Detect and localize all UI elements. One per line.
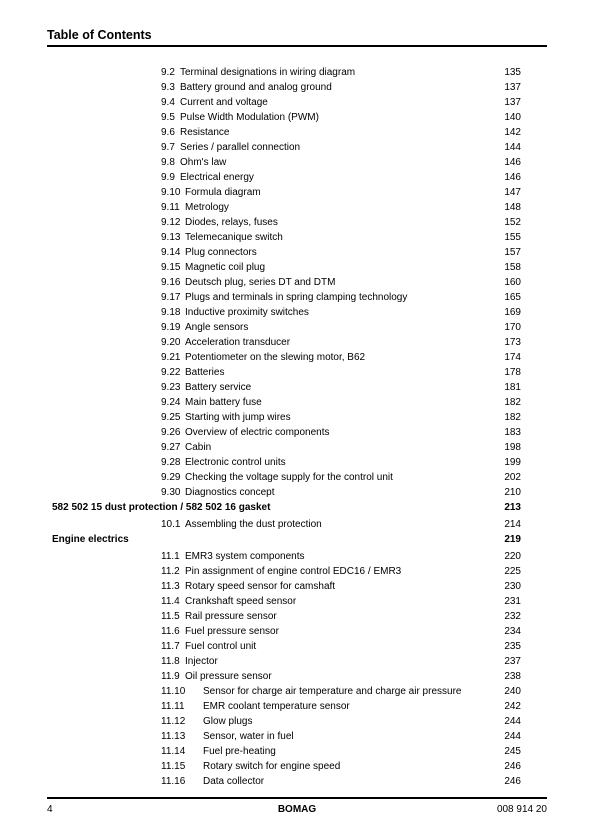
toc-entry-number: 9.20	[161, 337, 181, 348]
toc-entry-page: 246	[504, 761, 521, 772]
toc-entry-page: 142	[504, 127, 521, 138]
toc-entry[interactable]	[0, 609, 594, 624]
toc-entry-page: 231	[504, 596, 521, 607]
toc-entry[interactable]	[0, 395, 594, 410]
toc-entry-page: 219	[504, 534, 521, 545]
toc-entry[interactable]	[0, 380, 594, 395]
toc-entry[interactable]	[0, 759, 594, 774]
toc-entry-title: Overview of electric components	[185, 427, 330, 438]
toc-entry-number: 9.14	[161, 247, 181, 258]
toc-entry-page: 146	[504, 172, 521, 183]
toc-entry-number: 9.21	[161, 352, 181, 363]
toc-entry-page: 214	[504, 519, 521, 530]
toc-entry[interactable]	[0, 365, 594, 380]
toc-entry-page: 199	[504, 457, 521, 468]
toc-entry-title: Metrology	[185, 202, 229, 213]
toc-entry[interactable]	[0, 425, 594, 440]
toc-entry-page: 140	[504, 112, 521, 123]
table-of-contents	[0, 65, 594, 789]
toc-entry-number: 11.7	[161, 641, 180, 652]
toc-entry-page: 173	[504, 337, 521, 348]
toc-entry[interactable]	[0, 245, 594, 260]
toc-entry-page: 213	[504, 502, 521, 513]
toc-entry-page: 169	[504, 307, 521, 318]
toc-entry[interactable]	[0, 215, 594, 230]
toc-entry-page: 238	[504, 671, 521, 682]
footer-divider	[47, 797, 547, 799]
toc-entry-title: Cabin	[185, 442, 212, 453]
toc-entry-title: Series / parallel connection	[180, 142, 301, 153]
toc-entry[interactable]	[0, 654, 594, 669]
toc-entry[interactable]	[0, 125, 594, 140]
toc-entry-title: Diodes, relays, fuses	[185, 217, 278, 228]
toc-entry-page: 220	[504, 551, 521, 562]
toc-entry[interactable]	[0, 624, 594, 639]
toc-entry[interactable]	[0, 744, 594, 759]
toc-entry[interactable]	[0, 594, 594, 609]
toc-entry-title: Current and voltage	[180, 97, 268, 108]
toc-entry-number: 10.1	[161, 519, 181, 530]
toc-entry-number: 11.8	[161, 656, 180, 667]
toc-entry[interactable]	[0, 200, 594, 215]
page-title: Table of Contents	[47, 28, 152, 42]
toc-entry-page: 240	[504, 686, 521, 697]
toc-entry-number: 11.15	[161, 761, 186, 772]
toc-entry-title: Fuel pressure sensor	[185, 626, 279, 637]
toc-entry[interactable]	[0, 80, 594, 95]
toc-entry[interactable]	[0, 95, 594, 110]
toc-entry-title: Crankshaft speed sensor	[185, 596, 297, 607]
toc-entry-number: 11.1	[161, 551, 180, 562]
toc-entry-title: Sensor for charge air temperature and charge air pressure	[203, 686, 462, 697]
toc-entry-number: 11.6	[161, 626, 180, 637]
toc-entry-number: 9.19	[161, 322, 181, 333]
toc-entry-number: 9.22	[161, 367, 181, 378]
toc-entry-number: 9.3	[161, 82, 175, 93]
toc-entry[interactable]	[0, 639, 594, 654]
toc-entry-page: 181	[504, 382, 521, 393]
toc-entry-title: Sensor, water in fuel	[203, 731, 294, 742]
toc-entry-page: 244	[504, 731, 521, 742]
toc-entry-number: 9.7	[161, 142, 175, 153]
toc-entry[interactable]	[0, 669, 594, 684]
toc-entry-title: Main battery fuse	[185, 397, 262, 408]
toc-entry-number: 9.17	[161, 292, 181, 303]
toc-entry-page: 232	[504, 611, 521, 622]
toc-entry-page: 152	[504, 217, 521, 228]
toc-entry[interactable]	[0, 714, 594, 729]
toc-entry-number: 11.13	[161, 731, 186, 742]
toc-entry-title: Plugs and terminals in spring clamping technology	[185, 292, 408, 303]
toc-entry[interactable]	[0, 774, 594, 789]
toc-entry-number: 9.24	[161, 397, 181, 408]
toc-entry-number: 9.30	[161, 487, 181, 498]
toc-entry-title: Fuel control unit	[185, 641, 257, 652]
toc-entry-page: 174	[504, 352, 521, 363]
toc-chapter-entry[interactable]	[0, 532, 594, 548]
toc-entry-number: 9.2	[161, 67, 175, 78]
toc-entry-page: 178	[504, 367, 521, 378]
toc-entry-number: 9.10	[161, 187, 181, 198]
toc-entry-page: 157	[504, 247, 521, 258]
toc-entry-title: Rotary speed sensor for camshaft	[185, 581, 336, 592]
toc-entry-title: Battery ground and analog ground	[180, 82, 332, 93]
toc-entry-number: 11.3	[161, 581, 180, 592]
header-divider	[47, 45, 547, 47]
toc-entry-number: 11.12	[161, 716, 186, 727]
toc-entry[interactable]	[0, 260, 594, 275]
toc-entry[interactable]	[0, 140, 594, 155]
toc-entry-number: 11.5	[161, 611, 180, 622]
toc-entry[interactable]	[0, 335, 594, 350]
toc-entry-page: 182	[504, 397, 521, 408]
toc-entry-number: 9.26	[161, 427, 181, 438]
toc-entry-number: 11.4	[161, 596, 180, 607]
toc-entry-page: 137	[504, 97, 521, 108]
toc-entry[interactable]	[0, 485, 594, 500]
toc-entry-number: 9.12	[161, 217, 181, 228]
toc-entry[interactable]	[0, 699, 594, 714]
toc-entry-page: 158	[504, 262, 521, 273]
toc-entry-title: Electrical energy	[180, 172, 254, 183]
footer-doc-number: 008 914 20	[496, 804, 547, 815]
toc-entry[interactable]	[0, 729, 594, 744]
toc-entry-title: Oil pressure sensor	[185, 671, 272, 682]
toc-entry-title: Data collector	[203, 776, 265, 787]
toc-entry-page: 225	[504, 566, 521, 577]
toc-entry-title: Checking the voltage supply for the control unit	[185, 472, 393, 483]
toc-entry-page: 234	[504, 626, 521, 637]
toc-entry-number: 11.11	[161, 701, 185, 712]
toc-entry-title: Inductive proximity switches	[185, 307, 309, 318]
toc-entry-number: 9.23	[161, 382, 181, 393]
toc-chapter-entry[interactable]	[0, 500, 594, 516]
toc-entry-page: 146	[504, 157, 521, 168]
toc-entry-title: Glow plugs	[203, 716, 253, 727]
toc-entry-title: Ohm's law	[180, 157, 227, 168]
toc-entry-page: 198	[504, 442, 521, 453]
toc-entry-title: Plug connectors	[185, 247, 257, 258]
toc-entry-title: Formula diagram	[185, 187, 261, 198]
toc-entry[interactable]	[0, 275, 594, 290]
toc-entry-number: 9.8	[161, 157, 175, 168]
toc-entry-number: 9.29	[161, 472, 181, 483]
toc-entry[interactable]	[0, 350, 594, 365]
toc-entry[interactable]	[0, 185, 594, 200]
toc-entry-title: EMR coolant temperature sensor	[203, 701, 350, 712]
toc-entry[interactable]	[0, 579, 594, 594]
toc-entry-page: 148	[504, 202, 521, 213]
toc-entry-number: 9.11	[161, 202, 180, 213]
toc-entry-page: 245	[504, 746, 521, 757]
toc-entry-title: Pulse Width Modulation (PWM)	[180, 112, 319, 123]
toc-entry[interactable]	[0, 549, 594, 564]
footer-brand: BOMAG	[277, 804, 317, 815]
toc-entry[interactable]	[0, 320, 594, 335]
toc-entry-number: 11.16	[161, 776, 186, 787]
toc-entry-title: Starting with jump wires	[185, 412, 291, 423]
toc-entry-number: 9.25	[161, 412, 181, 423]
toc-entry-title: Assembling the dust protection	[185, 519, 322, 530]
toc-entry[interactable]	[0, 410, 594, 425]
toc-entry-title: Telemecanique switch	[185, 232, 283, 243]
toc-entry[interactable]	[0, 684, 594, 699]
toc-entry[interactable]	[0, 564, 594, 579]
toc-entry-title: Engine electrics	[52, 534, 129, 545]
toc-entry[interactable]	[0, 230, 594, 245]
toc-entry-number: 9.4	[161, 97, 175, 108]
toc-entry-number: 11.10	[161, 686, 186, 697]
toc-entry-number: 9.6	[161, 127, 175, 138]
toc-entry-title: Fuel pre-heating	[203, 746, 276, 757]
toc-entry-page: 155	[504, 232, 521, 243]
toc-entry-page: 182	[504, 412, 521, 423]
toc-entry-title: Resistance	[180, 127, 230, 138]
toc-entry[interactable]	[0, 155, 594, 170]
toc-entry-number: 9.16	[161, 277, 181, 288]
toc-entry-page: 246	[504, 776, 521, 787]
toc-entry-title: Electronic control units	[185, 457, 286, 468]
toc-entry-number: 9.5	[161, 112, 175, 123]
toc-entry[interactable]	[0, 305, 594, 320]
toc-entry-number: 11.9	[161, 671, 180, 682]
toc-entry-title: Magnetic coil plug	[185, 262, 266, 273]
toc-entry-page: 242	[504, 701, 521, 712]
toc-entry[interactable]	[0, 440, 594, 455]
toc-entry-page: 144	[504, 142, 521, 153]
toc-entry-page: 170	[504, 322, 521, 333]
toc-entry-number: 9.9	[161, 172, 175, 183]
toc-entry-title: Batteries	[185, 367, 225, 378]
toc-entry-title: Pin assignment of engine control EDC16 / EMR3	[185, 566, 402, 577]
toc-entry-title: Rotary switch for engine speed	[203, 761, 341, 772]
toc-entry-page: 160	[504, 277, 521, 288]
toc-entry[interactable]	[0, 290, 594, 305]
toc-entry[interactable]	[0, 110, 594, 125]
toc-entry-page: 210	[504, 487, 521, 498]
toc-entry[interactable]	[0, 470, 594, 485]
toc-entry-number: 9.28	[161, 457, 181, 468]
toc-entry-page: 147	[504, 187, 521, 198]
toc-entry[interactable]	[0, 65, 594, 80]
toc-entry-page: 202	[504, 472, 521, 483]
toc-entry-title: Diagnostics concept	[185, 487, 275, 498]
toc-entry[interactable]	[0, 455, 594, 470]
toc-entry-number: 9.27	[161, 442, 181, 453]
toc-entry-page: 137	[504, 82, 521, 93]
toc-entry-page: 183	[504, 427, 521, 438]
toc-entry-number: 9.15	[161, 262, 181, 273]
toc-entry[interactable]	[0, 517, 594, 532]
toc-entry-title: Rail pressure sensor	[185, 611, 277, 622]
toc-entry-number: 11.2	[161, 566, 180, 577]
toc-entry-page: 237	[504, 656, 521, 667]
toc-entry-number: 9.13	[161, 232, 181, 243]
toc-entry-title: Terminal designations in wiring diagram	[180, 67, 356, 78]
toc-entry-title: Potentiometer on the slewing motor, B62	[185, 352, 366, 363]
toc-entry-title: EMR3 system components	[185, 551, 305, 562]
toc-entry-page: 165	[504, 292, 521, 303]
toc-entry-number: 11.14	[161, 746, 186, 757]
toc-entry[interactable]	[0, 170, 594, 185]
toc-entry-number: 9.18	[161, 307, 181, 318]
footer-page-number: 4	[47, 804, 53, 815]
toc-entry-title: Battery service	[185, 382, 252, 393]
toc-entry-page: 230	[504, 581, 521, 592]
toc-entry-page: 135	[504, 67, 521, 78]
toc-entry-page: 235	[504, 641, 521, 652]
toc-entry-page: 244	[504, 716, 521, 727]
toc-entry-title: Deutsch plug, series DT and DTM	[185, 277, 336, 288]
toc-entry-title: Injector	[185, 656, 218, 667]
toc-entry-title: Angle sensors	[185, 322, 249, 333]
toc-entry-title: 582 502 15 dust protection / 582 502 16 gasket	[52, 502, 271, 513]
toc-entry-title: Acceleration transducer	[185, 337, 291, 348]
